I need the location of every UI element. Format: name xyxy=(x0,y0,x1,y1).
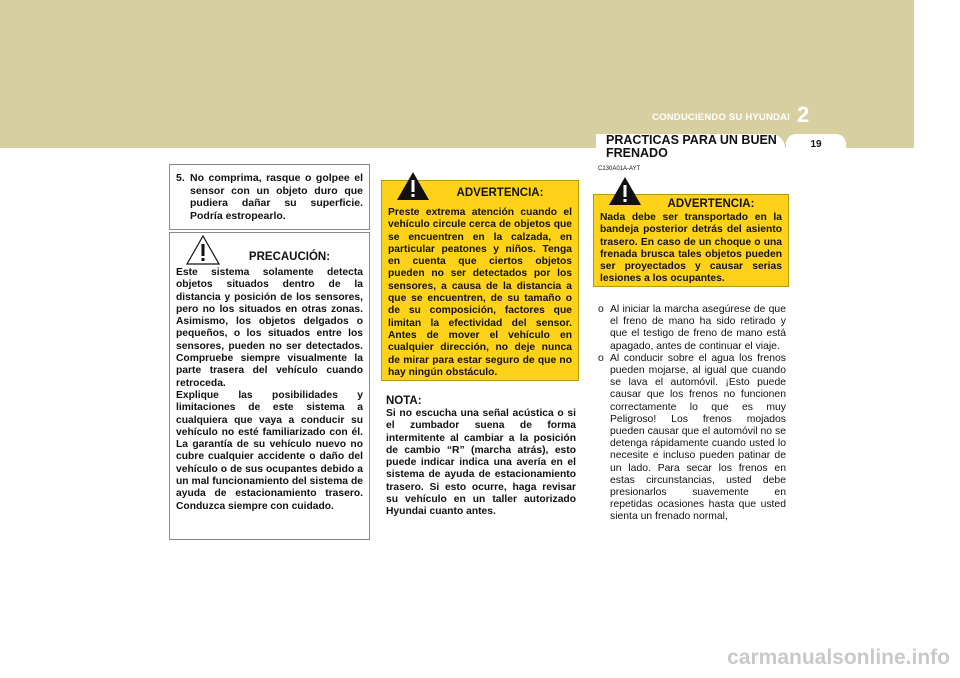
advertencia-text-middle: Preste extrema atención cuando el vehículo circule cerca de objetos que se encuentren en la calzada, en particular peatones y niños. Tenga en cuenta que ciertos objetos pueden no ser detectados por los sensores, a causa de la distancia a que se encuentren, de su tamaño o de su composición, factores que limitan la efectividad del sensor. Antes de mover el vehículo en cualquier dirección, no deje nunca de mirar para estar seguro de que no hay ningún obstáculo. xyxy=(388,207,572,378)
item-5-box xyxy=(169,164,370,230)
section-title-tab xyxy=(596,134,785,164)
chapter-number: 2 xyxy=(797,102,810,127)
section-title-line2: FRENADO xyxy=(606,146,668,160)
list-item xyxy=(598,353,786,524)
advertencia-box-middle xyxy=(381,180,579,381)
section-title-line1: PRACTICAS PARA UN BUEN xyxy=(606,133,777,147)
advertencia-header-middle xyxy=(388,185,572,207)
section-code: C130A01A-AYT xyxy=(598,166,641,172)
item-5-number: 5. xyxy=(176,172,185,184)
nota-title: NOTA: xyxy=(386,395,422,407)
nota-block xyxy=(386,395,576,519)
list-item-text: Al conducir sobre el agua los frenos pueden mojarse, al igual que cuando se lava el automóvil. ¡Esto puede causar que los frenos no funcionen correctamente lo que es muy Peligroso! Los frenos mojados pueden causar que el automóvil no se detenga rápidamente cuando usted lo necesite e incluso pueden patinar de un lado. Para secar los frenos en estas circunstancias, usted debe presionarlos suavemente en repetidas ocasiones hasta que usted sienta un frenado normal, xyxy=(610,352,786,523)
header-band xyxy=(0,0,914,148)
precaucion-title: PRECAUCIÓN: xyxy=(248,251,331,263)
advertencia-text-right: Nada debe ser transportado en la bandeja posterior detrás del asiento trasero. En caso de un choque o una frenada brusca tales objetos pueden ser proyectados y causar serias lesiones a los ocupantes. xyxy=(600,212,782,285)
list-item-text: Al iniciar la marcha asegúrese de que el freno de mano ha sido retirado y que el testigo de freno de mano está apagado, antes de continuar el viaje. xyxy=(610,304,786,352)
precaucion-text: Este sistema solamente detecta objetos situados dentro de la distancia y posición de los sensores, pero no los situados en otras zonas. Asimismo, los objetos delgados o pequeños, o los situados entre los sensores, pueden no ser detectados. Compruebe siempre visualmente la parte trasera del vehículo cuando retroceda. xyxy=(176,267,363,389)
section-title xyxy=(606,134,777,160)
footer-watermark: carmanualsonline.info xyxy=(727,646,950,669)
precaucion-box xyxy=(169,232,370,540)
warning-triangle-icon xyxy=(186,235,220,265)
precaucion-text-2: Explique las posibilidades y limitaciones de este sistema a cualquiera que vaya a conducir su vehículo no esté familiarizado con él. La garantía de su vehículo nuevo no cubre cualquier accidente o daño del vehículo o de sus ocupantes debido a un mal funcionamiento del sistema de ayuda de estacionamiento trasero. Conduzca siempre con cuidado. xyxy=(176,389,363,512)
advertencia-header-right xyxy=(600,198,782,212)
warning-triangle-icon xyxy=(396,171,430,201)
precaucion-header xyxy=(176,233,363,267)
nota-text: Si no escucha una señal acústica o si el zumbador suena de forma intermitente al cambiar a la posición de cambio “R” (marcha atrás), esto puede indicar indica una avería en el sistema de ayuda de estacionamiento trasero. Si esto ocurre, haga revisar su vehículo en un taller autorizado Hyundai cuanto antes. xyxy=(386,408,576,518)
advertencia-title-right: ADVERTENCIA: xyxy=(667,198,755,210)
page-number-tab xyxy=(786,134,846,154)
warning-triangle-icon xyxy=(608,176,642,206)
braking-tips-list xyxy=(598,304,786,524)
bullet: o xyxy=(598,304,604,315)
bullet: o xyxy=(598,352,604,364)
page-number: 19 xyxy=(810,139,822,150)
advertencia-title-middle: ADVERTENCIA: xyxy=(456,187,544,199)
advertencia-box-right xyxy=(593,194,789,287)
list-item xyxy=(598,304,786,353)
chapter-title: CONDUCIENDO SU HYUNDAI xyxy=(652,112,790,123)
item-5-text: No comprima, rasque o golpee el sensor con un objeto duro que pudiera dañar su superficie. Podría estropearlo. xyxy=(190,172,363,222)
